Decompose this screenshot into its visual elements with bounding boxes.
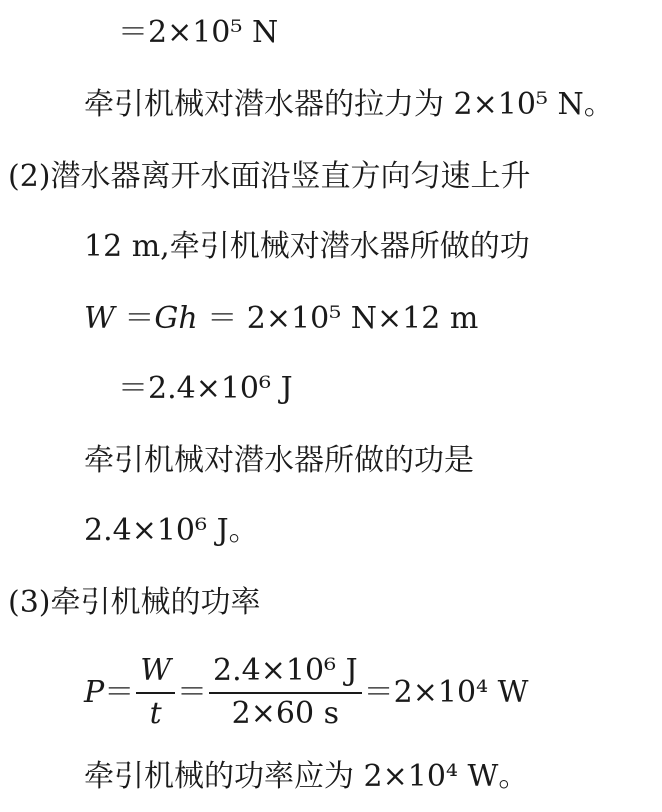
line-force-conclusion: 牵引机械对潜水器的拉力为 2×10⁵ N。 — [84, 87, 614, 122]
line-work-value: 2.4×10⁶ J。 — [84, 513, 259, 548]
work-eq-rest: ＝ 2×10⁵ N×12 m — [197, 301, 479, 336]
fraction-W-over-t: $\frac{W}{t}$ — [136, 654, 175, 731]
var-G: G — [154, 301, 179, 336]
fraction-bar — [136, 692, 175, 694]
power-equation: P ＝ $\frac{W}{t}$ ＝ $\frac{\text{2.4×10⁶ J}}{2\times 60 s}$ ＝2×10⁴ W — [84, 653, 529, 731]
line-result-force: ＝2×10⁵ N — [118, 15, 279, 50]
var-P: P — [84, 674, 105, 710]
power-result: ＝2×10⁴ W — [363, 674, 529, 710]
work-equation: W ＝Gh ＝ 2×10⁵ N×12 m — [84, 301, 479, 336]
line-power-conclusion: 牵引机械的功率应为 2×10⁴ W。 — [84, 759, 529, 794]
fraction-bar — [209, 692, 362, 694]
fraction-numeric: $\frac{\text{2.4×10⁶ J}}{2\times 60 s}$ — [209, 654, 362, 731]
line-part3-intro: (3)牵引机械的功率 — [8, 585, 261, 620]
var-h: h — [178, 301, 198, 336]
line-work-conclusion: 牵引机械对潜水器所做的功是 — [84, 443, 474, 478]
var-W: W — [84, 301, 115, 336]
line-work-result: ＝2.4×10⁶ J — [118, 371, 293, 406]
line-part2-distance: 12 m,牵引机械对潜水器所做的功 — [84, 229, 530, 264]
line-part2-intro: (2)潜水器离开水面沿竖直方向匀速上升 — [8, 159, 531, 194]
